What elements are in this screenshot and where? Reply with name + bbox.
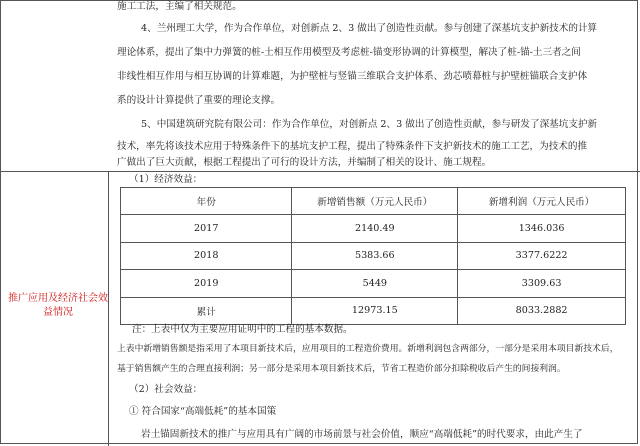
table-cell: 2019 — [121, 270, 292, 297]
table-cell: 5449 — [292, 270, 458, 297]
social-heading: （2）社会效益： — [129, 384, 203, 395]
economic-table — [120, 187, 626, 325]
table-cell: 2140.49 — [292, 215, 458, 242]
table-cell: 3309.63 — [458, 270, 626, 297]
text-line: 5、中国建筑研究院有限公司：作为合作单位，对创新点 2、3 做出了创造性贡献，参与研发了深基坑支护新 — [141, 119, 598, 130]
text-line: 基于销售额产生的合理直接利润；另一部分是采用本项目新技术后，节省工程造价部分扣除税收后产生的间接利润。 — [117, 364, 566, 374]
section-divider — [0, 171, 640, 172]
table-cell: 12973.15 — [292, 297, 458, 324]
table-row — [121, 242, 626, 269]
text-line: 技术，率先将该技术应用于特殊条件下的基坑支护工程，提出了特殊条件下支护新技术的施工工艺，为技术的推 — [117, 141, 588, 152]
table-note: 注：上表中仅为主要应用证明中的工程的基本数据。 — [132, 324, 353, 335]
table-cell: 3377.6222 — [458, 242, 626, 269]
social-item: ① 符合国家“高端低耗”的基本国策 — [129, 406, 277, 417]
economic-heading: （1）经济效益： — [129, 174, 203, 185]
table-cell: 2018 — [121, 242, 292, 269]
table-cell: 8033.2882 — [458, 297, 626, 324]
section-label: 推广应用及经济社会效益情况 — [8, 293, 108, 318]
text-line: 广做出了巨大贡献，根据工程提出了可行的设计方法，并编制了相关的设计、施工规程。 — [117, 157, 492, 168]
table-row — [121, 215, 626, 242]
table-row — [121, 297, 626, 324]
text-line: 施工工法，主编了相关规范。 — [117, 1, 242, 12]
text-line: 非线性相互作用与相互协调的计算难题，为护壁桩与竖锚三维联合支护体系、劲芯喷幕桩与护壁桩锚联合支护体 — [117, 71, 588, 82]
table-cell: 累计 — [121, 297, 292, 324]
table-cell: 2017 — [121, 215, 292, 242]
text-line: 系的设计计算提供了重要的理论支撑。 — [117, 95, 281, 106]
table-cell: 1346.036 — [458, 215, 626, 242]
column-divider — [108, 172, 109, 446]
table-header-cell: 新增销售额（万元人民币） — [292, 188, 458, 215]
text-line: 上表中新增销售额是指采用了本项目新技术后，应用项目的工程造价费用。新增利润包含两部分，一部分是采用本项目新技术后， — [117, 344, 619, 354]
text-line: 理论体系，提出了集中力弹簧的桩-土相互作用模型及考虑桩-锚变形协调的计算模型，解决了桩-锚-土三者之间 — [117, 47, 581, 58]
table-header-cell: 新增利润（万元人民币） — [458, 188, 626, 215]
table-header-row — [121, 188, 626, 215]
text-line: 岩土锚固新技术的推广与应用具有广阔的市场前景与社会价值，顺应“高端低耗”的时代要求，由此产生了 — [141, 429, 583, 440]
table-header-cell: 年份 — [121, 188, 292, 215]
table-row — [121, 270, 626, 297]
text-line: 4、兰州理工大学，作为合作单位，对创新点 2、3 做出了创造性贡献。参与创建了深基坑支护新技术的计算 — [141, 23, 598, 34]
table-cell: 5383.66 — [292, 242, 458, 269]
